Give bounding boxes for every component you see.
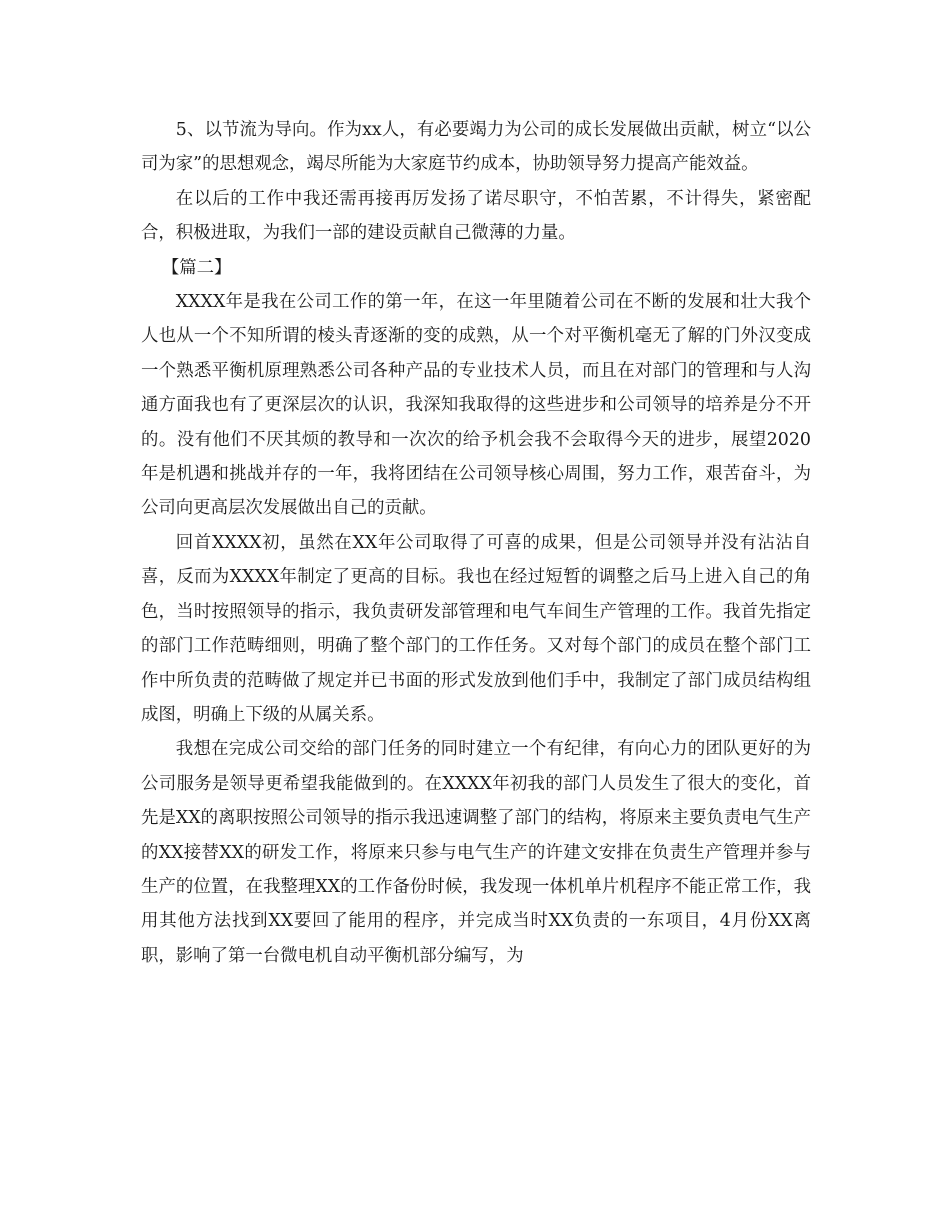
paragraph-team-building: 我想在完成公司交给的部门任务的同时建立一个有纪律，有向心力的团队更好的为公司服务是领导更希望我能做到的。在XXXX年初我的部门人员发生了很大的变化，首先是XX的离职按照公司领导的指示我迅速调整了部门的结构，将原来主要负责电气生产的XX接替XX的研发工作，将原来只参与电气生产的许建文安排在负责生产管理并参与生产的位置，在我整理XX的工作备份时候，我发现一体机单片机程序不能正常工作，我用其他方法找到XX要回了能用的程序，并完成当时XX负责的一东项目，4月份XX离职，影响了第一台微电机自动平衡机部分编写，为 bbox=[141, 739, 811, 966]
section-heading-part-two: 【篇二】 bbox=[161, 257, 232, 278]
paragraph-first-year: XXXX年是我在公司工作的第一年，在这一年里随着公司在不断的发展和壮大我个人也从一个不知所谓的棱头青逐渐的变的成熟，从一个对平衡机毫无了解的门外汉变成一个熟悉平衡机原理熟悉公司各种产品的专业技术人员，而且在对部门的管理和与人沟通方面我也有了更深层次的认识，我深知我取得的这些进步和公司领导的培养是分不开的。没有他们不厌其烦的教导和一次次的给予机会我不会取得今天的进步，展望2020年是机遇和挑战并存的一年，我将团结在公司领导核心周围，努力工作，艰苦奋斗，为公司向更高层次发展做出自己的贡献。 bbox=[141, 292, 811, 519]
paragraph-thrift: 5、以节流为导向。作为xx人，有必要竭力为公司的成长发展做出贡献，树立“以公司为家”的思想观念，竭尽所能为大家庭节约成本，协助领导努力提高产能效益。 bbox=[141, 120, 811, 175]
paragraph-review: 回首XXXX初，虽然在XX年公司取得了可喜的成果，但是公司领导并没有沾沾自喜，反而为XXXX年制定了更高的目标。我也在经过短暂的调整之后马上进入自己的角色，当时按照领导的指示，我负责研发部管理和电气车间生产管理的工作。我首先指定的部门工作范畴细则，明确了整个部门的工作任务。又对每个部门的成员在整个部门工作中所负责的范畴做了规定并已书面的形式发放到他们手中，我制定了部门成员结构组成图，明确上下级的从属关系。 bbox=[141, 532, 811, 725]
document-body bbox=[141, 113, 811, 973]
paragraph-future-work: 在以后的工作中我还需再接再厉发扬了诺尽职守，不怕苦累，不计得失，紧密配合，积极进取，为我们一部的建设贡献自己微薄的力量。 bbox=[141, 188, 811, 244]
